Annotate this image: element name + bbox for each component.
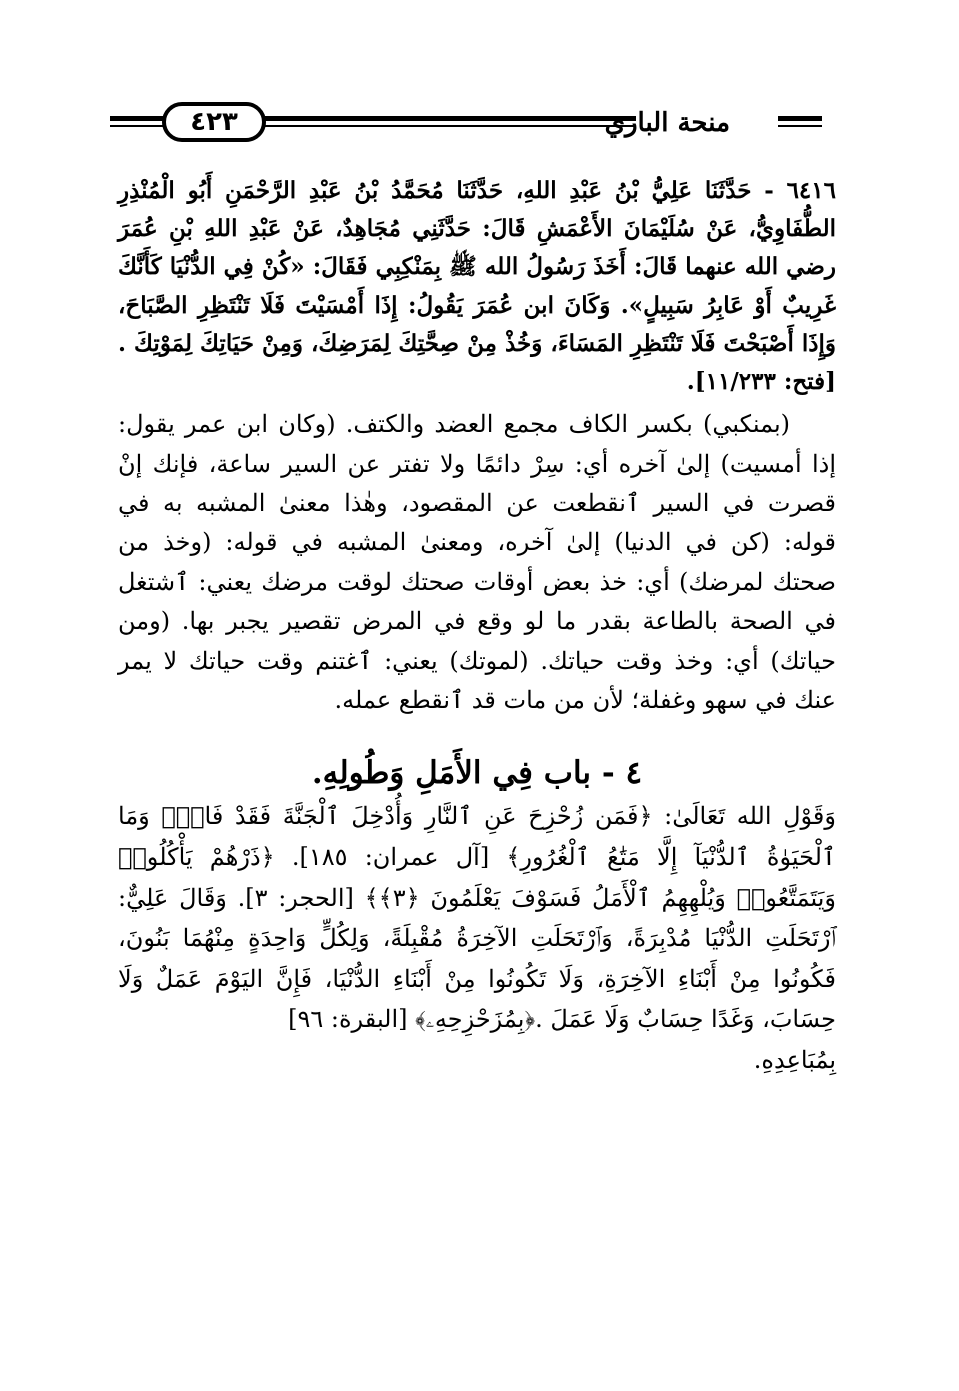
header-rule-middle-thick (264, 116, 636, 121)
page-content (118, 172, 836, 1080)
chapter-body-last-line: بِمُبَاعِدِهِ. (753, 1046, 836, 1075)
commentary-text: (بمنكبي) بكسر الكاف مجمع العضد والكتف. (وكان ابن عمر يقول: إذا أمسيت) إلىٰ آخره أي: سِرْ دائمًا ولا تفتر عن السير ساعة، فإنك إنْ قصرت في السير ٱنقطعت عن المقصود، وهٰذا معنىٰ المشبه به في قوله: (كن في الدنيا) إلىٰ آخره، ومعنىٰ المشبه في قوله: (وخذ من صحتك لمرضك) أي: خذ بعض أوقات صحتك لوقت مرضك يعني: ٱشتغل في الصحة بالطاعة بقدر ما لو وقع في المرض تقصير يجبر بها. (ومن حياتك) أي: وخذ وقت حياتك. (لموتك) يعني: ٱغتنم وقت حياتك لا يمر عنك في سهو وغفلة؛ لأن من مات قد ٱنقطع عمله. (118, 410, 837, 715)
header-rule-right-thin (778, 125, 822, 127)
page-number: ٤٢٣ (190, 107, 238, 137)
running-header-title: منحة الباري (604, 108, 730, 138)
hadith-text: ٦٤١٦ - حَدَّثَنَا عَلِيُّ بْنُ عَبْدِ اللهِ، حَدَّثَنَا مُحَمَّدُ بْنُ عَبْدِ الرَّحْمَنِ أَبُو الْمُنْذِرِ الطُّفَاوِيُّ، عَنْ سُلَيْمَانَ الأَعْمَشِ قَالَ: حَدَّثَنِي مُجَاهِدٌ، عَنْ عَبْدِ اللهِ بْنِ عُمَرَ رضي الله عنهما قَالَ: أَخَذَ رَسُولُ الله ﷺ بِمَنْكِبِي فَقَالَ: «كُنْ فِي الدُّنْيَا كَأَنَّكَ غَرِيبٌ أَوْ عَابِرُ سَبِيلٍ». وَكَانَ ابن عُمَرَ يَقُولُ: إِذَا أَمْسَيْتَ فَلَا تَنْتَظِرِ الصَّبَاحَ، وَإِذَا أَصْبَحْتَ فَلَا تَنْتَظِرِ المَسَاءَ، وَخُذْ مِنْ صِحَّتِكَ لِمَرَضِكَ، وَمِنْ حَيَاتِكَ لِمَوْتِكَ .[فتح: ١١/٢٣٣]. (118, 177, 836, 396)
header-rule-left-thick (110, 116, 166, 121)
page-number-badge (162, 102, 266, 142)
chapter-body-text: وَقَوْلِ الله تَعَالَىٰ: ﴿فَمَن زُحْزِحَ عَنِ ٱلنَّارِ وَأُدْخِلَ ٱلْجَنَّةَ فَقَدْ فَازَۗ وَمَا ٱلْحَيَوٰةُ ٱلدُّنْيَآ إِلَّا مَتَٰعُ ٱلْغُرُورِ﴾ [آل عمران: ١٨٥]. ﴿ذَرْهُمْ يَأْكُلُوا۟ وَيَتَمَتَّعُوا۟ وَيُلْهِهِمُ ٱلْأَمَلُ فَسَوْفَ يَعْلَمُونَ ﴿٣﴾﴾ [الحجر: ٣]. وَقَالَ عَلِيٌّ: ٱرْتَحَلَتِ الدُّنْيَا مُدْبِرَةً، وَٱرْتَحَلَتِ الآخِرَةُ مُقْبِلَةً، وَلِكُلٍّ وَاحِدَةٍ مِنْهُمَا بَنُونَ، فَكُونُوا مِنْ أَبْنَاءِ الآخِرَةِ، وَلَا تَكُونُوا مِنْ أَبْنَاءِ الدُّنْيَا، فَإِنَّ اليَوْمَ عَمَلٌ وَلَا حِسَابَ، وَغَدًا حِسَابٌ وَلَا عَمَلَ .﴿بِمُزَحْزِحِهِۦ﴾ [البقرة: ٩٦] (118, 802, 836, 1034)
commentary-paragraph (118, 405, 836, 720)
page-header (110, 96, 830, 156)
header-rule-middle-thin (264, 125, 636, 127)
header-rule-left-thin (110, 125, 166, 127)
header-rule-right-thick (778, 116, 822, 121)
chapter-heading: ٤ - باب فِي الأَمَلِ وَطُولِهِ. (311, 755, 643, 792)
